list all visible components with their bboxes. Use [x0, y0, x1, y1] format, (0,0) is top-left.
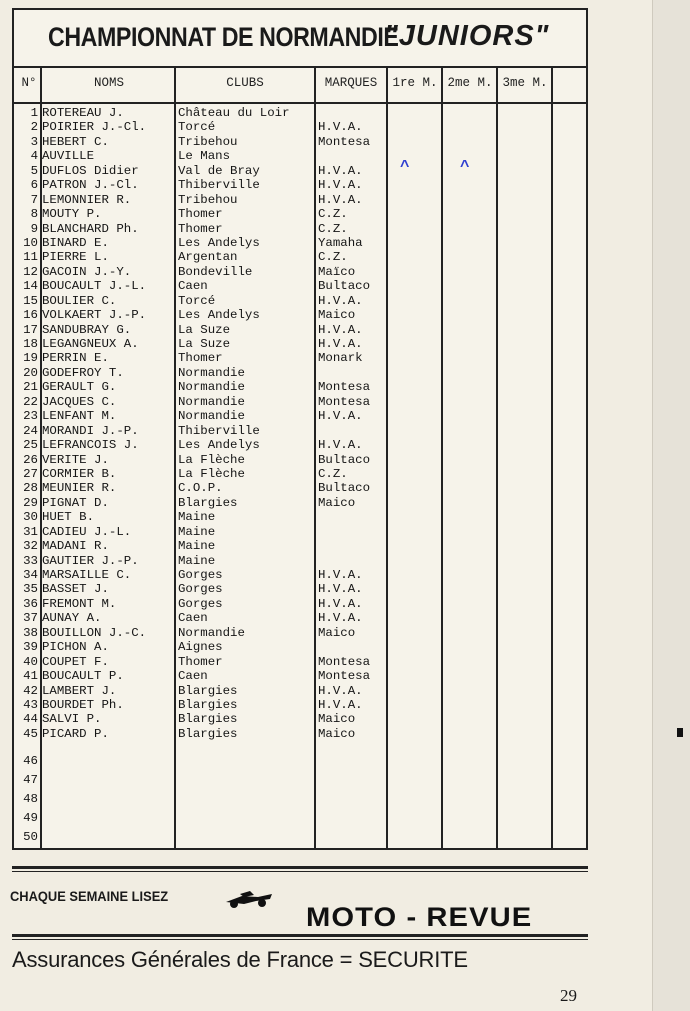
entry-number: 28 [23, 481, 38, 496]
table-row [14, 467, 586, 481]
entry-make: H.V.A. [318, 293, 363, 308]
entry-club: Caen [178, 611, 208, 626]
table-row [14, 164, 586, 178]
entry-number: 43 [23, 697, 38, 712]
entry-number: 29 [23, 495, 38, 510]
table-row [14, 265, 586, 279]
entry-number: 25 [23, 438, 38, 453]
table-row [14, 279, 586, 293]
title-banner [14, 10, 586, 68]
table-row [14, 568, 586, 582]
entry-name: MEUNIER R. [42, 481, 117, 496]
entry-name: VERITE J. [42, 452, 109, 467]
entry-make: Montesa [318, 654, 371, 669]
entry-number: 23 [23, 409, 38, 424]
entry-name: GODEFROY T. [42, 365, 124, 380]
table-row [14, 453, 586, 467]
entry-number: 20 [23, 365, 38, 380]
entry-number: 21 [23, 380, 38, 395]
empty-row [14, 752, 586, 771]
ad-magazine-name: MOTO - REVUE [306, 902, 533, 932]
entry-number: 40 [23, 654, 38, 669]
entry-club: Blargies [178, 683, 238, 698]
empty-row [14, 828, 586, 847]
entry-club: Blargies [178, 726, 238, 741]
table-row [14, 135, 586, 149]
table-row [14, 323, 586, 337]
entry-make: H.V.A. [318, 611, 363, 626]
entry-number: 9 [30, 221, 38, 236]
handwritten-mark: ^ [460, 158, 470, 175]
entry-number: 26 [23, 452, 38, 467]
entry-make: Maico [318, 625, 356, 640]
table-row [14, 727, 586, 741]
entry-name: PIGNAT D. [42, 495, 109, 510]
entry-club: Thiberville [178, 178, 260, 193]
entry-number: 31 [23, 524, 38, 539]
entry-number: 5 [30, 163, 38, 178]
entry-name: GERAULT G. [42, 380, 117, 395]
entry-number: 11 [23, 250, 38, 265]
table-row [14, 698, 586, 712]
entry-number: 30 [23, 510, 38, 525]
ad-insurance: Assurances Générales de France = SECURITE [12, 947, 468, 972]
entry-make: H.V.A. [318, 568, 363, 582]
motorcycle-icon [224, 889, 274, 909]
entry-name: PATRON J.-Cl. [42, 178, 139, 193]
entry-make: Monark [318, 351, 363, 366]
entry-make: H.V.A. [318, 192, 363, 207]
entry-name: PICHON A. [42, 640, 109, 655]
header-run-2: 2me M. [447, 76, 493, 90]
header-clubs: CLUBS [226, 76, 264, 90]
table-row [14, 236, 586, 250]
entry-club: Caen [178, 669, 208, 684]
entry-make: Montesa [318, 380, 371, 395]
entry-club: Normandie [178, 409, 245, 424]
entry-club: Les Andelys [178, 235, 260, 250]
table-row [14, 178, 586, 192]
entry-club: Les Andelys [178, 308, 260, 323]
table-row [14, 712, 586, 726]
empty-row [14, 809, 586, 828]
entry-number: 8 [30, 207, 38, 222]
entry-club: Thiberville [178, 423, 260, 438]
entry-number: 7 [30, 192, 38, 207]
entry-make: Montesa [318, 134, 371, 149]
header-run-1: 1re M. [392, 76, 438, 90]
entry-number: 32 [23, 539, 38, 554]
page-number: 29 [560, 986, 577, 1005]
page-title-category: "JUNIORS" [384, 20, 550, 52]
entry-name: LAMBERT J. [42, 683, 117, 698]
page-title: CHAMPIONNAT DE NORMANDIE [48, 22, 399, 52]
entry-club: Aignes [178, 640, 223, 655]
table-row [14, 337, 586, 351]
entry-make: C.Z. [318, 221, 348, 236]
entry-make: H.V.A. [318, 163, 363, 178]
entry-make: H.V.A. [318, 596, 363, 611]
table-row [14, 106, 586, 120]
table-row [14, 424, 586, 438]
table-row [14, 640, 586, 654]
entry-club: Blargies [178, 495, 238, 510]
table-row [14, 611, 586, 625]
table-row [14, 582, 586, 596]
entry-name: CORMIER B. [42, 466, 117, 481]
entry-club: Gorges [178, 568, 223, 582]
entry-club: La Suze [178, 337, 231, 351]
entry-name: AUVILLE [42, 149, 95, 164]
entry-make: Montesa [318, 669, 371, 684]
entry-name: MORANDI J.-P. [42, 423, 139, 438]
entry-club: Château du Loir [178, 106, 290, 120]
entry-club: Maine [178, 510, 216, 525]
entry-name: MOUTY P. [42, 207, 102, 222]
entry-number: 49 [23, 811, 38, 825]
entry-make: Maico [318, 712, 356, 727]
table-row [14, 409, 586, 423]
entry-name: MADANI R. [42, 539, 109, 554]
entry-name: CADIEU J.-L. [42, 524, 132, 539]
table-row [14, 438, 586, 452]
entry-number: 18 [23, 337, 38, 351]
entry-make: H.V.A. [318, 337, 363, 351]
entry-make: C.Z. [318, 207, 348, 222]
empty-entries [14, 752, 586, 847]
table-body [14, 106, 586, 741]
entry-number: 17 [23, 322, 38, 337]
entry-name: PIERRE L. [42, 250, 109, 265]
entry-make: Montesa [318, 394, 371, 409]
table-row [14, 510, 586, 524]
entry-name: PERRIN E. [42, 351, 109, 366]
entry-number: 47 [23, 773, 38, 787]
entry-club: Blargies [178, 712, 238, 727]
entry-make: H.V.A. [318, 438, 363, 453]
entry-name: GACOIN J.-Y. [42, 264, 132, 279]
entry-number: 6 [30, 178, 38, 193]
entry-name: LEFRANCOIS J. [42, 438, 139, 453]
entry-number: 34 [23, 568, 38, 582]
entry-name: BASSET J. [42, 582, 109, 597]
entry-number: 50 [23, 830, 38, 844]
entry-name: JACQUES C. [42, 394, 117, 409]
entry-club: Torcé [178, 120, 216, 135]
entry-name: BOULIER C. [42, 293, 117, 308]
entry-number: 41 [23, 669, 38, 684]
entry-club: Maine [178, 524, 216, 539]
entry-club: Maine [178, 539, 216, 554]
entry-name: HUET B. [42, 510, 95, 525]
entry-number: 4 [30, 149, 38, 164]
table-row [14, 395, 586, 409]
entry-number: 16 [23, 308, 38, 323]
entry-number: 22 [23, 394, 38, 409]
edge-mark [677, 728, 683, 737]
entry-club: Blargies [178, 697, 238, 712]
entry-number: 37 [23, 611, 38, 626]
table-row [14, 669, 586, 683]
entry-club: Tribehou [178, 192, 238, 207]
divider-rule [12, 866, 588, 869]
entry-make: Bultaco [318, 279, 371, 294]
empty-row [14, 790, 586, 809]
entry-number: 2 [30, 120, 38, 135]
table-row [14, 294, 586, 308]
entry-make: H.V.A. [318, 697, 363, 712]
entry-number: 15 [23, 293, 38, 308]
entry-name: FREMONT M. [42, 596, 117, 611]
ad-read-text: CHAQUE SEMAINE LISEZ [10, 888, 169, 904]
divider-rule [12, 934, 588, 937]
entry-club: Caen [178, 279, 208, 294]
entry-number: 38 [23, 625, 38, 640]
table-header [14, 66, 586, 104]
table-row [14, 222, 586, 236]
entry-number: 33 [23, 553, 38, 568]
entry-club: Gorges [178, 582, 223, 597]
table-row [14, 481, 586, 495]
table-row [14, 120, 586, 134]
entry-name: ROTEREAU J. [42, 106, 124, 120]
entry-name: PICARD P. [42, 726, 109, 741]
entry-name: BINARD E. [42, 235, 109, 250]
entry-club: La Flèche [178, 466, 245, 481]
entry-club: La Flèche [178, 452, 245, 467]
table-row [14, 149, 586, 163]
entry-club: Thomer [178, 207, 223, 222]
entry-name: BOUCAULT J.-L. [42, 279, 147, 294]
entry-number: 12 [23, 264, 38, 279]
entry-name: DUFLOS Didier [42, 163, 139, 178]
entry-number: 39 [23, 640, 38, 655]
entry-number: 1 [30, 106, 38, 120]
entry-name: MARSAILLE C. [42, 568, 132, 582]
entry-make: Maico [318, 726, 356, 741]
entry-club: Thomer [178, 351, 223, 366]
entry-club: Normandie [178, 394, 245, 409]
header-names: NOMS [93, 76, 124, 90]
entry-club: Torcé [178, 293, 216, 308]
entry-make: Bultaco [318, 452, 371, 467]
entry-make: Bultaco [318, 481, 371, 496]
entry-club: Maine [178, 553, 216, 568]
entry-make: Maico [318, 495, 356, 510]
entry-number: 27 [23, 466, 38, 481]
entry-club: La Suze [178, 322, 231, 337]
entry-make: Maïco [318, 264, 356, 279]
entry-number: 24 [23, 423, 38, 438]
entry-number: 35 [23, 582, 38, 597]
entry-number: 3 [30, 134, 38, 149]
handwritten-mark: ^ [400, 158, 410, 175]
entry-make: Yamaha [318, 235, 363, 250]
divider-rule [12, 939, 588, 940]
entry-number: 44 [23, 712, 38, 727]
entry-name: SANDUBRAY G. [42, 322, 132, 337]
header-makes: MARQUES [324, 76, 378, 90]
entry-club: C.O.P. [178, 481, 223, 496]
table-row [14, 554, 586, 568]
entry-club: Normandie [178, 380, 245, 395]
entry-club: Normandie [178, 625, 245, 640]
entry-make: C.Z. [318, 250, 348, 265]
entry-make: H.V.A. [318, 322, 363, 337]
entry-make: H.V.A. [318, 683, 363, 698]
divider-rule [12, 871, 588, 872]
entry-name: LENFANT M. [42, 409, 117, 424]
entry-number: 10 [23, 235, 38, 250]
entry-make: H.V.A. [318, 582, 363, 597]
table-row [14, 250, 586, 264]
results-table [12, 8, 588, 850]
entry-name: BOUILLON J.-C. [42, 625, 147, 640]
table-row [14, 597, 586, 611]
entry-club: Thomer [178, 221, 223, 236]
entry-number: 19 [23, 351, 38, 366]
entry-club: Le Mans [178, 149, 231, 164]
table-row [14, 207, 586, 221]
entry-name: LEGANGNEUX A. [42, 337, 139, 351]
table-row [14, 626, 586, 640]
entry-number: 14 [23, 279, 38, 294]
entry-club: Thomer [178, 654, 223, 669]
entry-club: Les Andelys [178, 438, 260, 453]
entry-club: Val de Bray [178, 163, 260, 178]
table-row [14, 684, 586, 698]
entry-make: H.V.A. [318, 178, 363, 193]
table-row [14, 380, 586, 394]
entry-name: AUNAY A. [42, 611, 102, 626]
table-row [14, 655, 586, 669]
entry-make: Maico [318, 308, 356, 323]
entry-name: BLANCHARD Ph. [42, 221, 139, 236]
entry-number: 36 [23, 596, 38, 611]
header-number: N° [21, 76, 37, 90]
table-row [14, 193, 586, 207]
entry-name: BOURDET Ph. [42, 697, 124, 712]
table-row [14, 496, 586, 510]
table-row [14, 539, 586, 553]
entry-name: BOUCAULT P. [42, 669, 124, 684]
empty-row [14, 771, 586, 790]
header-run-3: 3me M. [502, 76, 548, 90]
entry-club: Gorges [178, 596, 223, 611]
entry-name: GAUTIER J.-P. [42, 553, 139, 568]
entry-name: SALVI P. [42, 712, 102, 727]
entry-name: LEMONNIER R. [42, 192, 132, 207]
table-row [14, 308, 586, 322]
entry-club: Normandie [178, 365, 245, 380]
table-row [14, 366, 586, 380]
entry-club: Bondeville [178, 264, 253, 279]
entry-name: HEBERT C. [42, 134, 109, 149]
table-row [14, 351, 586, 365]
entry-number: 45 [23, 726, 38, 741]
entry-make: H.V.A. [318, 120, 363, 135]
entry-number: 48 [23, 792, 38, 806]
adjacent-page-edge [652, 0, 690, 1011]
entry-name: VOLKAERT J.-P. [42, 308, 147, 323]
entry-number: 42 [23, 683, 38, 698]
entry-club: Argentan [178, 250, 238, 265]
table-row [14, 525, 586, 539]
entry-name: COUPET F. [42, 654, 109, 669]
entry-club: Tribehou [178, 134, 238, 149]
entry-name: POIRIER J.-Cl. [42, 120, 147, 135]
entry-number: 46 [23, 754, 38, 768]
entry-make: C.Z. [318, 466, 348, 481]
entry-make: H.V.A. [318, 409, 363, 424]
